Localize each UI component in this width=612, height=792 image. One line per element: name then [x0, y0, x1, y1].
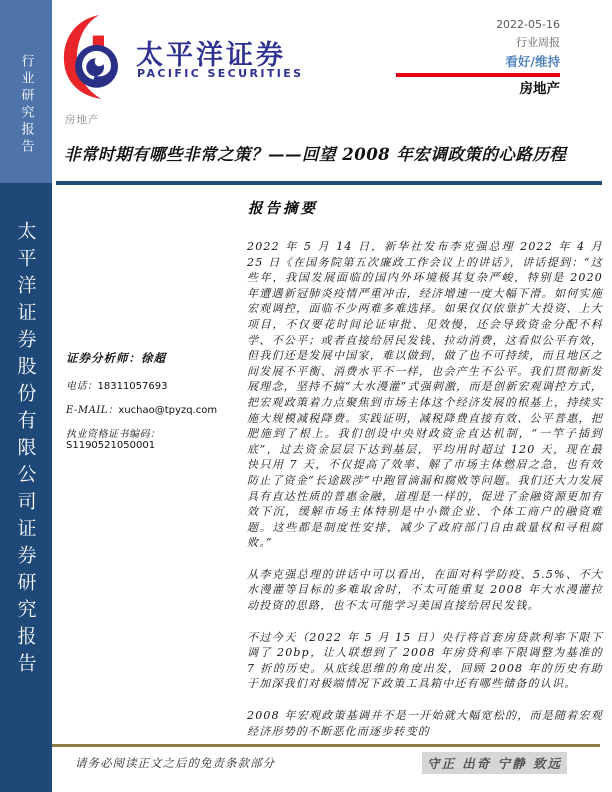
footer-motto: 守正 出奇 宁静 致远 [422, 752, 567, 774]
analyst-email-label: E-MAIL： [66, 405, 119, 416]
analyst-role-label: 证券分析师： [66, 351, 141, 365]
footer-divider-rule [52, 744, 600, 747]
footer-disclaimer: 请务必阅读正文之后的免责条款部分 [75, 756, 275, 770]
analyst-info-block [66, 350, 246, 460]
sidebar-top-band [0, 0, 52, 183]
report-date: 2022-05-16 [496, 18, 560, 31]
analyst-name: 徐超 [141, 351, 166, 365]
sidebar-bottom-label: 太平洋证券股份有限公司证券研究报告 [14, 221, 37, 680]
summary-body [247, 239, 603, 755]
analyst-phone: 18311057693 [97, 381, 168, 392]
analyst-phone-label: 电话： [66, 381, 98, 392]
summary-paragraph: 不过今天（2022 年 5 月 15 日）央行将首套房贷款利率下限下调了 20bp，让人联想到了 2008 年房贷利率下限调整为基准的 7 折的历史。从底线思维的角度出发，回顾 2008 年的历史有助于加深我们对极端情况下政策工具箱中还有哪些储备的认识。 [247, 630, 603, 691]
industry-rating: 看好/维持 [505, 54, 560, 69]
summary-paragraph: 2008 年宏观政策基调并不是一开始就大幅宽松的，而是随着宏观经济形势的不断恶化而逐步转变的 [247, 709, 603, 738]
header-meta [396, 16, 560, 98]
sidebar-bottom-band [0, 183, 52, 792]
logo-company-name: 太平洋证券 [136, 40, 286, 71]
sidebar-top-label: 行业研究报告 [18, 54, 34, 156]
title-divider-rule [56, 181, 602, 185]
analyst-email-row [66, 401, 246, 416]
analyst-name-row [66, 350, 246, 366]
logo-company-name-en: PACIFIC SECURITIES [137, 67, 304, 80]
analyst-cert-label: 执业资格证书编码： [66, 429, 161, 440]
analyst-cert-row [66, 425, 246, 451]
summary-paragraph: 2022 年 5 月 14 日，新华社发布李克强总理 2022 年 4 月 25 日《在国务院第五次廉政工作会议上的讲话》，讲话提到：“这些年，我国发展面临的国内外环境极其复杂严峻，特别是 2020 年遭遇新冠肺炎疫情严重冲击，经济增速一度大幅下滑。如何实施宏观调控，面临不少两难多难选择。如果仅仅依靠扩大投资、上大项目，不仅要花时间论证审批、见效慢，还会导致资金分配不科学、不公平；或者直接给居民发钱、拉动消费，这看似公平有效，但我们还是发展中国家，难以做到，做了也不可持续，而且地区之间发展不平衡、消费水平不一样，也会产生不公平。我们贯彻新发展理念，坚持不搞“大水漫灌”式强刺激，而是创新宏观调控方式，把宏观政策着力点聚焦到市场主体这个经济发展的根基上，持续实施大规模减税降费。实践证明，减税降费直接有效、公平普惠，把肥施到了根上。我们创设中央财政资金直达机制，“一竿子插到底”，过去资金层层下达到基层，平均用时超过 120 天，现在最快只用 7 天，不仅提高了效率、解了市场主体燃眉之急，也有效防止了资金“长途跋涉”中跑冒滴漏和腐败等问题。我们还大力发展具有直达性质的普惠金融，道理是一样的，促进了金融资源更加有效下沉，缓解市场主体特别是中小微企业、个体工商户的融资难题。这些都是制度性安排，减少了政府部门自由裁量权和寻租腐败。” [247, 240, 603, 550]
summary-paragraph: 从李克强总理的讲话中可以看出，在面对科学防疫、5.5%、不大水漫灌等目标的多难取舍时，不太可能重复 2008 年大水漫灌拉动投资的思路，也不太可能学习美国直接给居民发钱。 [247, 567, 603, 613]
analyst-cert-number: S1190521050001 [66, 440, 156, 451]
report-title: 非常时期有哪些非常之策？——回望 2008 年宏调政策的心路历程 [64, 145, 567, 164]
summary-heading: 报告摘要 [248, 200, 318, 217]
rating-red-divider [396, 73, 560, 77]
analyst-email: xuchao@tpyzq.com [118, 405, 218, 416]
industry-small-label: 房地产 [65, 114, 100, 126]
industry-name: 房地产 [519, 81, 560, 97]
analyst-phone-row [66, 377, 246, 392]
pacific-securities-logo-icon [62, 13, 118, 101]
report-type: 行业周报 [516, 36, 560, 49]
